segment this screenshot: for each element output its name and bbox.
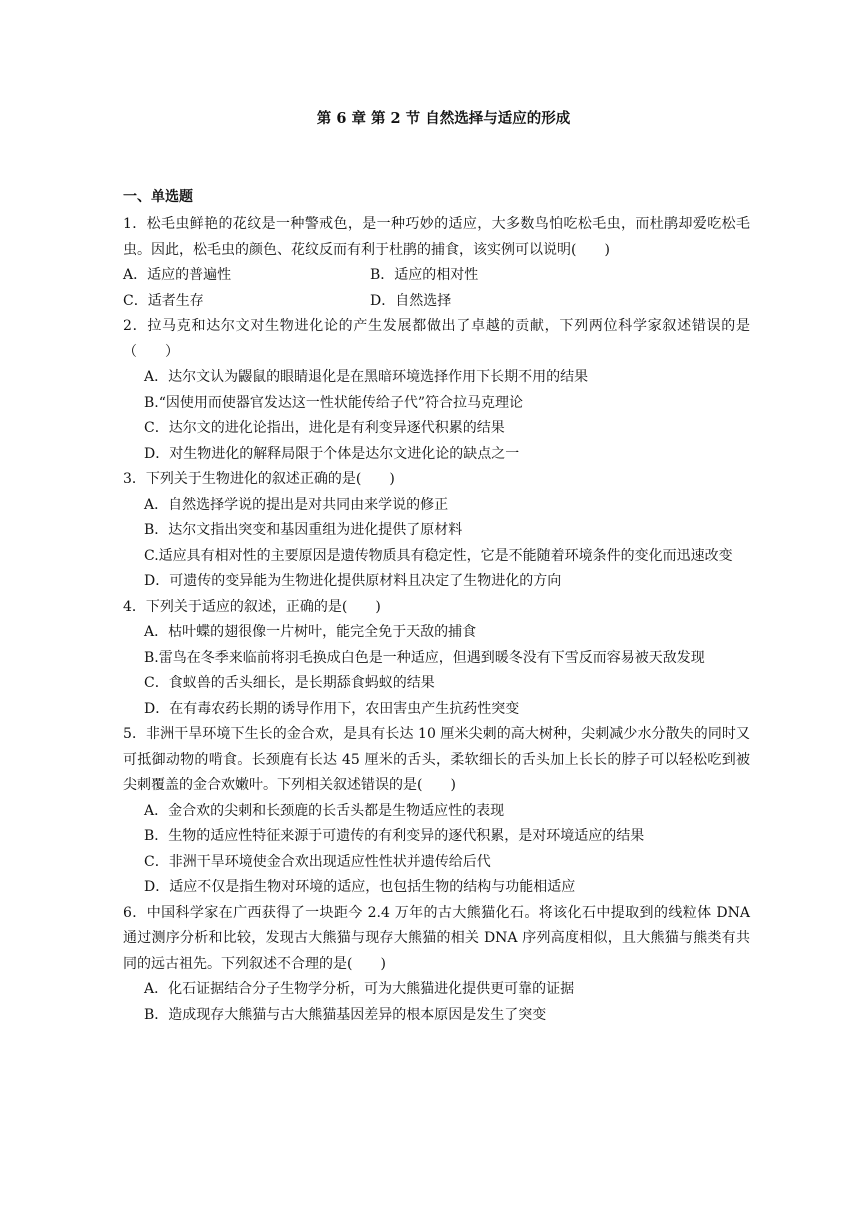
option-a: A．金合欢的尖刺和长颈鹿的长舌头都是生物适应性的表现 — [144, 802, 505, 819]
question-5 — [123, 722, 750, 901]
question-2 — [123, 314, 750, 467]
question-stem: 1．松毛虫鲜艳的花纹是一种警戒色，是一种巧妙的适应，大多数鸟怕吃松毛虫，而杜鹃却爱吃松毛虫。因此，松毛虫的颜色、花纹反而有利于杜鹃的捕食，该实例可以说明( ) — [123, 216, 750, 258]
question-6 — [123, 901, 750, 1029]
question-stem: 5．非洲干旱环境下生长的金合欢，是具有长达 10 厘米尖刺的高大树种，尖刺减少水分散失的同时又可抵御动物的啃食。长颈鹿有长达 45 厘米的舌头，柔软细长的舌头加上长长的脖子可以轻松吃到被尖刺覆盖的金合欢嫩叶。下列相关叙述错误的是( ) — [123, 726, 750, 793]
question-stem: 4．下列关于适应的叙述，正确的是( ) — [123, 598, 381, 615]
question-4 — [123, 595, 750, 723]
option-a: A．化石证据结合分子生物学分析，可为大熊猫进化提供更可靠的证据 — [144, 981, 575, 997]
option-d: D．在有毒农药长期的诱导作用下，农田害虫产生抗药性突变 — [144, 700, 520, 717]
option-a: A．枯叶蝶的翅很像一片树叶，能完全免于天敌的捕食 — [144, 624, 477, 640]
option-c: C．非洲干旱环境使金合欢出现适应性性状并遗传给后代 — [144, 853, 491, 870]
option-b: B.“因使用而使器官发达这一性状能传给子代”符合拉马克理论 — [144, 394, 524, 411]
option-d: D．对生物进化的解释局限于个体是达尔文进化论的缺点之一 — [144, 445, 520, 462]
option-b: B.雷鸟在冬季来临前将羽毛换成白色是一种适应，但遇到暖冬没有下雪反而容易被天敌发现 — [144, 649, 705, 666]
option-b: B．适应的相对性 — [370, 267, 479, 283]
document-title: 第 6 章 第 2 节 自然选择与适应的形成 — [316, 110, 571, 127]
section-title: 一、单选题 — [123, 189, 193, 205]
question-3 — [123, 467, 750, 595]
option-a: A．适应的普遍性 — [123, 267, 232, 283]
option-b: B．达尔文指出突变和基因重组为进化提供了原材料 — [144, 522, 463, 538]
option-b: B．生物的适应性特征来源于可遗传的有利变异的逐代积累，是对环境适应的结果 — [144, 828, 645, 844]
options-list — [123, 263, 750, 314]
question-stem: 2．拉马克和达尔文对生物进化论的产生发展都做出了卓越的贡献，下列两位科学家叙述错误的是（ ） — [123, 318, 750, 360]
option-c: C．食蚁兽的舌头细长，是长期舔食蚂蚁的结果 — [144, 675, 435, 691]
question-stem: 6．中国科学家在广西获得了一块距今 2.4 万年的古大熊猫化石。将该化石中提取到的线粒体 DNA 通过测序分析和比较，发现古大熊猫与现存大熊猫的相关 DNA 序列高度相似，且大熊猫与熊类有共同的远古祖先。下列叙述不合理的是( ) — [123, 904, 750, 972]
option-c: C.适应具有相对性的主要原因是遗传物质具有稳定性，它是不能随着环境条件的变化而迅速改变 — [144, 547, 733, 564]
option-c: C．适者生存 — [123, 292, 204, 309]
option-b: B．造成现存大熊猫与古大熊猫基因差异的根本原因是发生了突变 — [144, 1006, 547, 1023]
option-d: D．可遗传的变异能为生物进化提供原材料且决定了生物进化的方向 — [144, 573, 562, 589]
question-stem: 3．下列关于生物进化的叙述正确的是( ) — [123, 471, 395, 487]
option-a: A．自然选择学说的提出是对共同由来学说的修正 — [144, 496, 449, 513]
question-1 — [123, 212, 750, 314]
option-a: A．达尔文认为鼹鼠的眼睛退化是在黑暗环境选择作用下长期不用的结果 — [144, 369, 589, 385]
option-d: D．自然选择 — [370, 292, 452, 309]
option-c: C．达尔文的进化论指出，进化是有利变异逐代积累的结果 — [144, 420, 505, 436]
option-d: D．适应不仅是指生物对环境的适应，也包括生物的结构与功能相适应 — [144, 879, 576, 895]
